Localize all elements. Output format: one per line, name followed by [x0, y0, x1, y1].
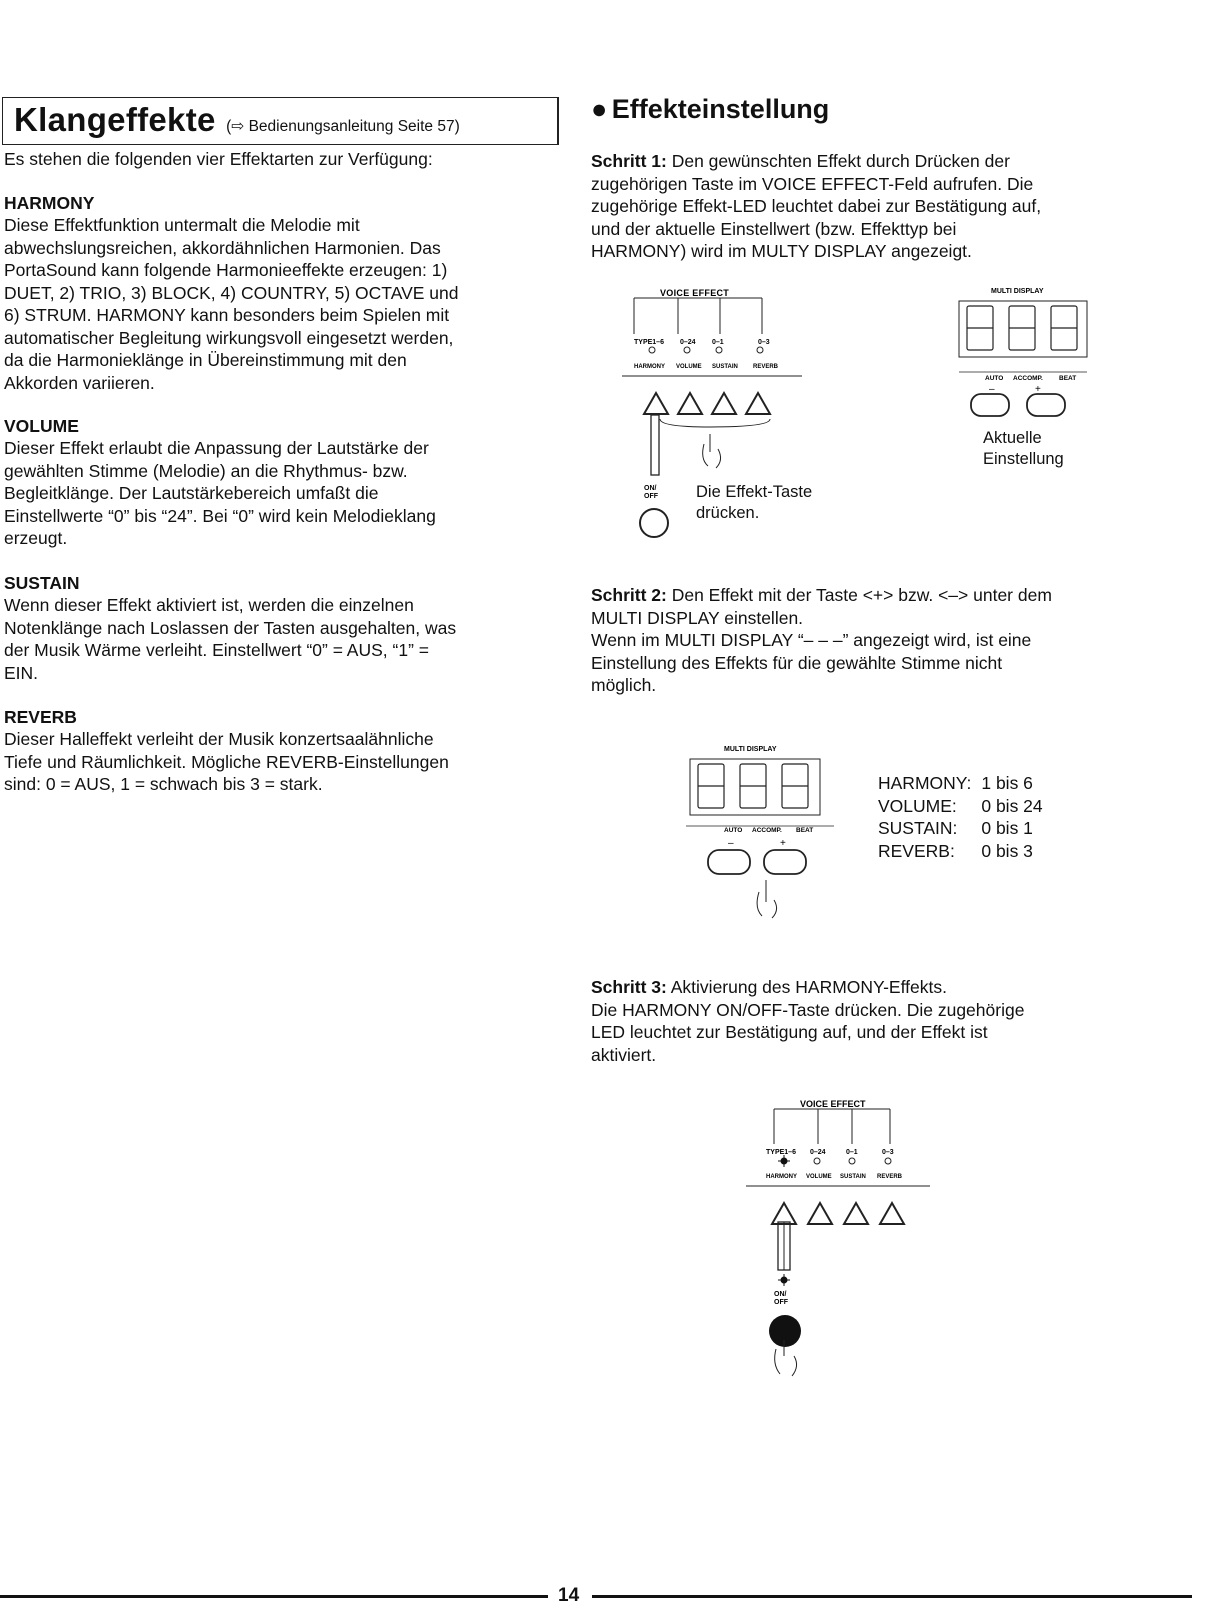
minus-label: –	[989, 384, 995, 395]
section-line: PortaSound kann folgende Harmonieeffekte erzeugen: 1)	[4, 260, 448, 280]
aktuelle-einstellung-caption: Aktuelle Einstellung	[983, 429, 1064, 468]
range-name: REVERB:	[878, 840, 955, 861]
section-line: der Musik Wärme verleiht. Einstellwert “0” = AUS, “1” =	[4, 640, 429, 660]
intro-text: Es stehen die folgenden vier Effektarten zur Verfügung:	[4, 149, 433, 169]
led-sustain-icon	[849, 1158, 855, 1164]
step-line: Wenn im MULTI DISPLAY “– – –” angezeigt wird, ist eine	[591, 630, 1032, 650]
range-value: 0 bis 24	[981, 795, 1043, 816]
beat-label: BEAT	[1059, 375, 1077, 382]
range-table	[878, 772, 1043, 862]
range-row	[878, 795, 1043, 818]
section-heading: VOLUME	[4, 416, 79, 436]
effekt-heading	[591, 94, 829, 125]
section-line: 6) STRUM. HARMONY kann besonders beim Spielen mit	[4, 305, 450, 325]
section-line: Einstellwerte “0” bis “24”. Bei “0” wird kein Melodieklang	[4, 505, 436, 526]
section-line: DUET, 2) TRIO, 3) BLOCK, 4) COUNTRY, 5) OCTAVE und	[4, 282, 459, 303]
arrow-right-icon: ⇨	[231, 118, 245, 135]
section-line: Akkorden variieren.	[4, 372, 155, 393]
step-line: aktiviert.	[591, 1044, 657, 1065]
manual-reference: (⇨ Bedienungsanleitung Seite 57)	[226, 118, 460, 135]
auto-label: AUTO	[985, 375, 1004, 382]
range-03-label: 0–3	[882, 1149, 894, 1156]
section-volume	[4, 415, 556, 550]
voice-effect-label: VOICE EFFECT	[660, 288, 730, 298]
led-harmony-lit-icon	[778, 1155, 790, 1167]
range-name: VOLUME:	[878, 795, 957, 816]
beat-label: BEAT	[796, 827, 814, 834]
range-01-label: 0–1	[712, 339, 724, 346]
section-heading: REVERB	[4, 707, 77, 727]
step-label: Schritt 1:	[591, 151, 667, 171]
multi-display-diagram-1	[955, 284, 1105, 419]
step-line: zugehörigen Taste im VOICE EFFECT-Feld aufrufen. Die	[591, 173, 1034, 194]
plus-button-icon	[1027, 394, 1065, 416]
accomp-label: ACCOMP.	[752, 827, 782, 834]
range-value: 0 bis 3	[981, 840, 1033, 861]
triangle-button-harmony-icon	[772, 1203, 796, 1224]
section-heading: SUSTAIN	[4, 573, 80, 593]
sustain-label: SUSTAIN	[840, 1174, 866, 1180]
step-line: zugehörige Effekt-LED leuchtet dabei zur Bestätigung auf,	[591, 196, 1042, 216]
step-3	[591, 976, 1151, 1066]
on-off-button-pressed-icon	[769, 1315, 801, 1347]
step-line: und der aktuelle Einstellwert (bzw. Effekttyp bei	[591, 218, 957, 239]
section-line: Dieser Effekt erlaubt die Anpassung der Lautstärke der	[4, 438, 429, 458]
section-line: Notenklänge nach Loslassen der Tasten ausgehalten, was	[4, 617, 457, 638]
footer-rule-right	[592, 1595, 1192, 1598]
section-line: erzeugt.	[4, 528, 68, 548]
step-2	[591, 584, 1151, 697]
on-off-button-icon	[640, 509, 668, 537]
step-line: HARMONY) wird im MULTY DISPLAY angezeigt.	[591, 241, 972, 261]
triangle-button-volume-icon	[808, 1203, 832, 1224]
minus-button-icon	[708, 850, 750, 874]
section-line: gewählten Stimme (Melodie) an die Rhythmus- bzw.	[4, 460, 408, 481]
range-024-label: 0–24	[810, 1149, 826, 1156]
step-line: Aktivierung des HARMONY-Effekts.	[666, 977, 947, 997]
triangle-button-reverb-icon	[746, 393, 770, 414]
volume-label: VOLUME	[676, 364, 702, 370]
range-name: HARMONY:	[878, 773, 972, 793]
page-title-row	[14, 101, 460, 139]
step-label: Schritt 2:	[591, 585, 667, 605]
range-value: 1 bis 6	[981, 773, 1033, 793]
type-label: TYPE1–6	[634, 339, 664, 346]
section-line: sind: 0 = AUS, 1 = schwach bis 3 = stark.	[4, 774, 323, 794]
plus-button-icon	[764, 850, 806, 874]
volume-label: VOLUME	[806, 1174, 832, 1180]
on-label: ON/	[774, 1291, 787, 1298]
range-value: 0 bis 1	[981, 818, 1033, 838]
pointing-hand-icon	[703, 434, 721, 468]
plus-label: +	[780, 838, 786, 849]
off-label: OFF	[644, 493, 658, 500]
range-03-label: 0–3	[758, 339, 770, 346]
harmony-label: HARMONY	[634, 364, 665, 370]
step-line: MULTI DISPLAY einstellen.	[591, 607, 804, 628]
triangle-button-volume-icon	[678, 393, 702, 414]
step-line: LED leuchtet zur Bestätigung auf, und der Effekt ist	[591, 1022, 988, 1042]
voice-effect-label: VOICE EFFECT	[800, 1099, 866, 1109]
led-on-off-lit-icon	[778, 1274, 790, 1286]
bullet-icon: ●	[591, 94, 608, 124]
multi-display-label: MULTI DISPLAY	[724, 746, 777, 753]
reverb-label: REVERB	[877, 1174, 903, 1180]
triangle-button-harmony-icon	[644, 393, 668, 414]
step-line: möglich.	[591, 675, 657, 695]
multi-display-diagram-2	[684, 742, 844, 927]
minus-label: –	[728, 838, 734, 849]
page-number: 14	[558, 1585, 580, 1606]
range-024-label: 0–24	[680, 339, 696, 346]
section-line: abwechslungsreichen, akkordähnlichen Harmonien. Das	[4, 237, 441, 258]
triangle-button-reverb-icon	[880, 1203, 904, 1224]
harmony-label: HARMONY	[766, 1174, 797, 1180]
reverb-label: REVERB	[753, 364, 779, 370]
on-label: ON/	[644, 485, 657, 492]
multi-display-label: MULTI DISPLAY	[991, 288, 1044, 295]
section-line: Begleitklänge. Der Lautstärkebereich umfaßt die	[4, 483, 379, 503]
minus-button-icon	[971, 394, 1009, 416]
led-volume-icon	[814, 1158, 820, 1164]
off-label: OFF	[774, 1299, 788, 1306]
range-row	[878, 817, 1043, 840]
type-label: TYPE1–6	[766, 1149, 796, 1156]
section-line: Diese Effektfunktion untermalt die Melodie mit	[4, 215, 360, 235]
range-row	[878, 840, 1043, 863]
section-reverb	[4, 706, 556, 796]
section-line: automatischer Begleitung wirkungsvoll eingesetzt werden,	[4, 327, 454, 348]
step-line: Den gewünschten Effekt durch Drücken der	[666, 151, 1010, 171]
section-title: Effekteinstellung	[611, 94, 830, 124]
section-line: da die Harmonieklänge in Übereinstimmung mit den	[4, 350, 407, 370]
range-name: SUSTAIN:	[878, 818, 958, 838]
auto-label: AUTO	[724, 827, 743, 834]
range-01-label: 0–1	[846, 1149, 858, 1156]
triangle-button-sustain-icon	[844, 1203, 868, 1224]
range-row	[878, 772, 1043, 795]
led-reverb-icon	[885, 1158, 891, 1164]
section-line: EIN.	[4, 662, 39, 683]
step-line: Den Effekt mit der Taste <+> bzw. <–> unter dem	[666, 585, 1052, 605]
plus-label: +	[1035, 384, 1041, 395]
triangle-button-sustain-icon	[712, 393, 736, 414]
section-line: Dieser Halleffekt verleiht der Musik konzertsaalähnliche	[4, 729, 434, 749]
footer-rule-left	[0, 1595, 548, 1598]
voice-effect-diagram-3	[740, 1094, 940, 1384]
step-line: Einstellung des Effekts für die gewählte Stimme nicht	[591, 652, 1003, 673]
page-title: Klangeffekte	[14, 101, 216, 138]
accomp-label: ACCOMP.	[1013, 375, 1043, 382]
section-harmony	[4, 192, 556, 394]
led-reverb-icon	[757, 347, 763, 353]
section-heading: HARMONY	[4, 193, 95, 213]
led-harmony-icon	[649, 347, 655, 353]
step-1	[591, 150, 1151, 263]
led-volume-icon	[684, 347, 690, 353]
section-sustain	[4, 572, 556, 684]
pointing-hand-icon	[757, 880, 776, 918]
section-line: Tiefe und Räumlichkeit. Mögliche REVERB-Einstellungen	[4, 751, 449, 772]
sustain-label: SUSTAIN	[712, 364, 738, 370]
section-line: Wenn dieser Effekt aktiviert ist, werden die einzelnen	[4, 595, 414, 615]
led-sustain-icon	[716, 347, 722, 353]
step-line: Die HARMONY ON/OFF-Taste drücken. Die zugehörige	[591, 999, 1025, 1020]
step-label: Schritt 3:	[591, 977, 667, 997]
effekt-taste-caption: Die Effekt-Taste drücken.	[696, 483, 813, 522]
